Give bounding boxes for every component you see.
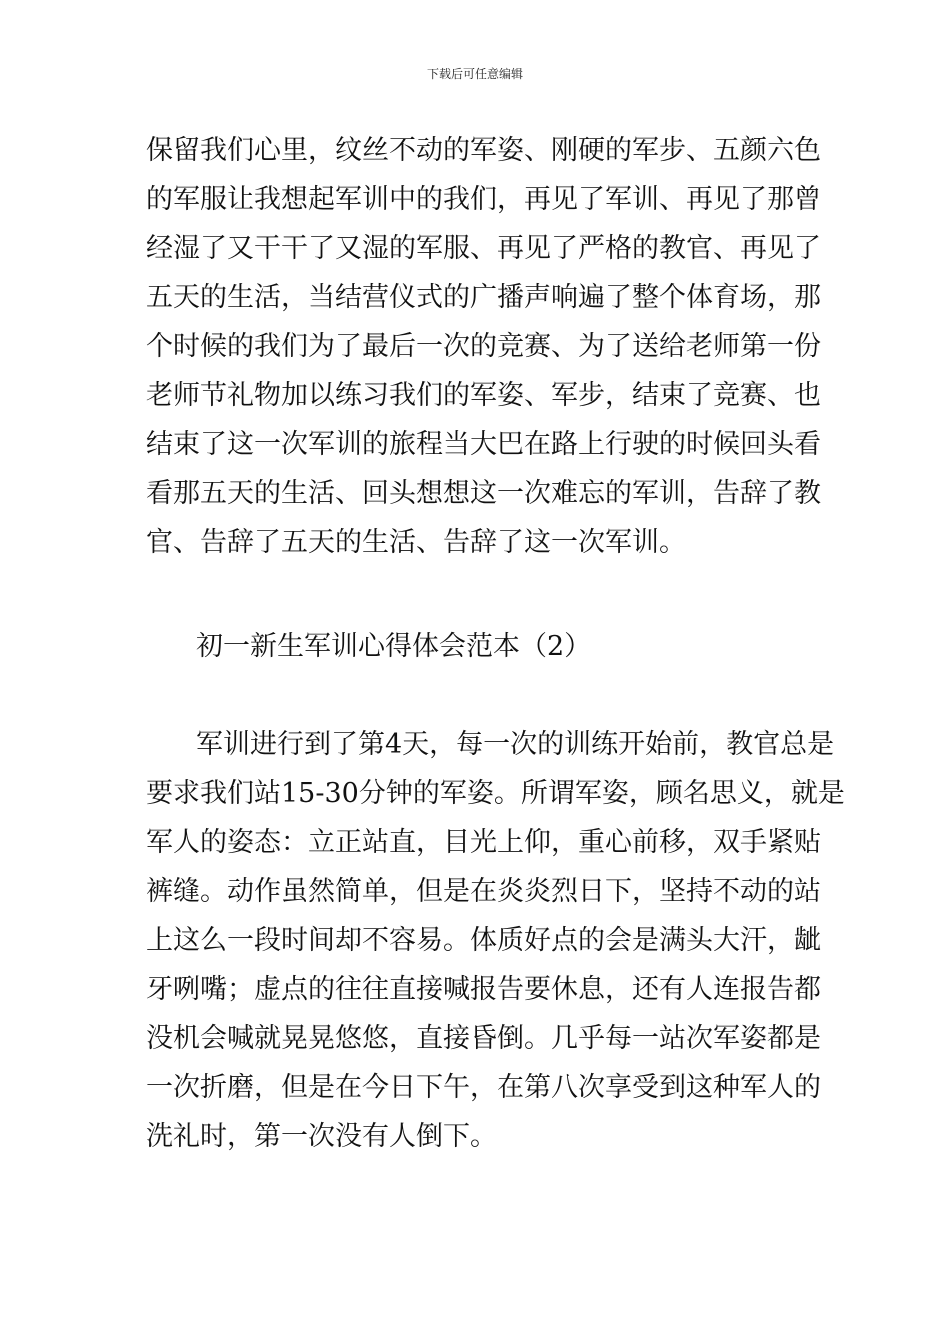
paragraph-line: 没机会喊就晃晃悠悠，直接昏倒。几乎每一站次军姿都是 — [146, 1023, 821, 1054]
paragraph-body — [146, 720, 845, 1161]
paragraph-line: 五天的生活，当结营仪式的广播声响遍了整个体育场，那 — [146, 282, 821, 313]
paragraph-line: 牙咧嘴；虚点的往往直接喊报告要休息，还有人连报告都 — [146, 974, 821, 1005]
paragraph-line: 老师节礼物加以练习我们的军姿、军步，结束了竞赛、也 — [146, 380, 821, 411]
paragraph-line: 要求我们站15-30分钟的军姿。所谓军姿，顾名思义，就是 — [146, 778, 845, 809]
paragraph-line: 经湿了又干干了又湿的军服、再见了严格的教官、再见了 — [146, 233, 821, 264]
paragraph-line: 官、告辞了五天的生活、告辞了这一次军训。 — [146, 527, 686, 558]
paragraph-line: 军训进行到了第4天，每一次的训练开始前，教官总是 — [196, 729, 835, 760]
paragraph-line: 结束了这一次军训的旅程当大巴在路上行驶的时候回头看 — [146, 429, 821, 460]
paragraph-line: 军人的姿态：立正站直，目光上仰，重心前移，双手紧贴 — [146, 827, 821, 858]
paragraph-line: 上这么一段时间却不容易。体质好点的会是满头大汗，龇 — [146, 925, 821, 956]
paragraph-line: 洗礼时，第一次没有人倒下。 — [146, 1121, 497, 1152]
page-header: 下载后可任意编辑 — [426, 67, 523, 81]
paragraph-line: 保留我们心里，纹丝不动的军姿、刚硬的军步、五颜六色 — [146, 135, 821, 166]
section-heading: 初一新生军训心得体会范本（2） — [196, 631, 592, 662]
paragraph-continued — [146, 126, 821, 567]
paragraph-line: 裤缝。动作虽然简单，但是在炎炎烈日下，坚持不动的站 — [146, 876, 821, 907]
paragraph-line: 的军服让我想起军训中的我们，再见了军训、再见了那曾 — [146, 184, 821, 215]
paragraph-line: 看那五天的生活、回头想想这一次难忘的军训，告辞了教 — [146, 478, 821, 509]
paragraph-line: 一次折磨，但是在今日下午，在第八次享受到这种军人的 — [146, 1072, 821, 1103]
paragraph-line: 个时候的我们为了最后一次的竞赛、为了送给老师第一份 — [146, 331, 821, 362]
